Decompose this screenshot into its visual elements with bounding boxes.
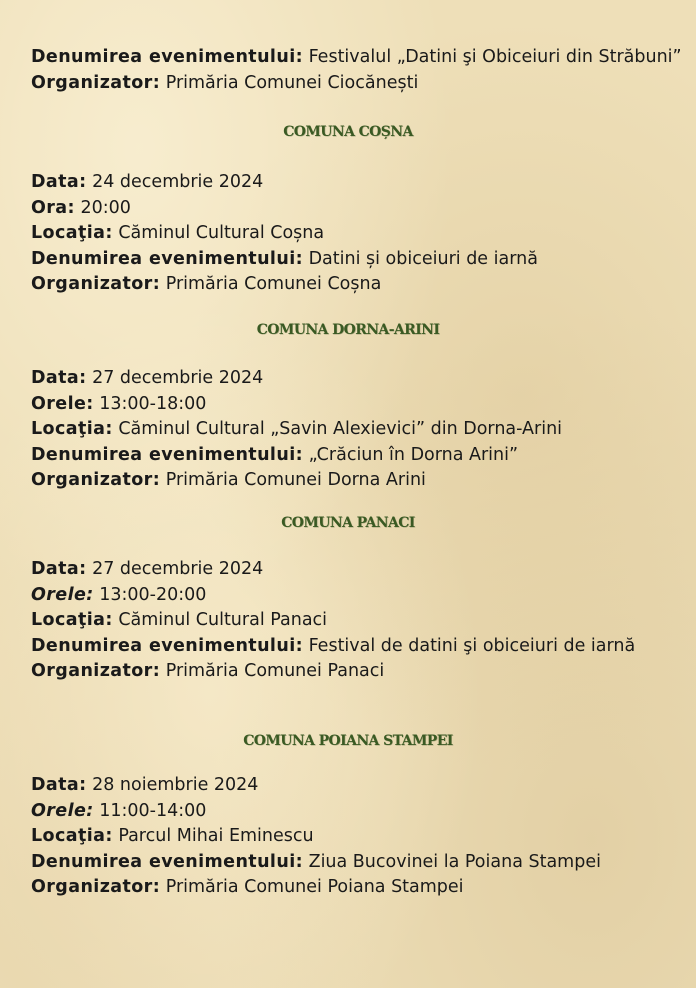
- time-line: [31, 583, 671, 609]
- event-name-label: Denumirea evenimentului:: [31, 635, 303, 656]
- organizer-line: [31, 272, 671, 298]
- location-label: Locaţia:: [31, 419, 113, 439]
- location-value: Căminul Cultural „Savin Alexievici” din Dorna-Arini: [118, 419, 563, 439]
- event-name-value: Ziua Bucovinei la Poiana Stampei: [308, 851, 601, 872]
- organizer-line: [31, 875, 671, 901]
- event-name-value: Festival de datini şi obiceiuri de iarnă: [308, 635, 636, 656]
- event-line: [31, 247, 671, 273]
- organizer-label: Organizator:: [31, 877, 161, 897]
- location-value: Parcul Mihai Eminescu: [118, 826, 314, 846]
- time-value: 11:00-14:00: [99, 800, 207, 821]
- organizer-label: Organizator:: [31, 274, 161, 294]
- date-line: [31, 170, 671, 196]
- event-name-value: „Crăciun în Dorna Arini”: [308, 444, 519, 465]
- organizer-label: Organizator:: [31, 72, 161, 93]
- date-value: 24 decembrie 2024: [92, 172, 264, 192]
- date-value: 28 noiembrie 2024: [92, 775, 259, 795]
- organizer-value: Primăria Comunei Ciocănești: [165, 72, 419, 93]
- intro-block: [31, 45, 682, 96]
- time-label: Orele:: [31, 584, 94, 605]
- section-poiana-stampei: [31, 773, 671, 901]
- organizer-line: [31, 659, 671, 685]
- location-value: Căminul Cultural Panaci: [118, 610, 328, 630]
- organizer-line: [31, 468, 671, 494]
- section-panaci: [31, 557, 671, 685]
- time-label: Orele:: [31, 800, 94, 821]
- section-title-dorna-arini: COMUNA DORNA-ARINI: [256, 322, 440, 338]
- time-label: Orele:: [31, 393, 94, 414]
- event-name-label: Denumirea evenimentului:: [31, 47, 303, 67]
- event-name-value: Datini și obiceiuri de iarnă: [308, 248, 538, 269]
- section-title-cosna: COMUNA COȘNA: [283, 124, 413, 140]
- organizer-value: Primăria Comunei Panaci: [165, 661, 385, 681]
- location-label: Locaţia:: [31, 223, 113, 243]
- event-line: [31, 443, 671, 469]
- intro-event-line: [31, 45, 682, 71]
- date-label: Data:: [31, 368, 87, 388]
- organizer-label: Organizator:: [31, 470, 161, 490]
- location-value: Căminul Cultural Coșna: [118, 223, 325, 243]
- location-line: [31, 221, 671, 247]
- location-line: [31, 608, 671, 634]
- date-label: Data:: [31, 172, 87, 192]
- organizer-value: Primăria Comunei Dorna Arini: [165, 470, 426, 490]
- time-value: 20:00: [80, 197, 131, 218]
- event-name-value: Festivalul „Datini şi Obiceiuri din Străbuni”: [308, 47, 682, 67]
- organizer-value: Primăria Comunei Coșna: [165, 274, 382, 294]
- event-name-label: Denumirea evenimentului:: [31, 444, 303, 465]
- section-title-panaci: COMUNA PANACI: [281, 515, 415, 531]
- event-line: [31, 850, 671, 876]
- time-line: [31, 392, 671, 418]
- time-label: Ora:: [31, 197, 75, 218]
- section-dorna-arini: [31, 366, 671, 494]
- event-name-label: Denumirea evenimentului:: [31, 851, 303, 872]
- organizer-value: Primăria Comunei Poiana Stampei: [165, 877, 464, 897]
- event-name-label: Denumirea evenimentului:: [31, 248, 303, 269]
- event-line: [31, 634, 671, 660]
- organizer-label: Organizator:: [31, 661, 161, 681]
- location-label: Locaţia:: [31, 610, 113, 630]
- location-line: [31, 417, 671, 443]
- section-title-poiana-stampei: COMUNA POIANA STAMPEI: [243, 733, 453, 749]
- time-value: 13:00-20:00: [99, 584, 207, 605]
- time-line: [31, 799, 671, 825]
- date-label: Data:: [31, 559, 87, 579]
- date-line: [31, 557, 671, 583]
- time-value: 13:00-18:00: [99, 393, 207, 414]
- date-label: Data:: [31, 775, 87, 795]
- date-value: 27 decembrie 2024: [92, 368, 264, 388]
- location-line: [31, 824, 671, 850]
- date-line: [31, 773, 671, 799]
- time-line: [31, 196, 671, 222]
- location-label: Locaţia:: [31, 826, 113, 846]
- section-cosna: [31, 170, 671, 298]
- intro-organizer-line: [31, 71, 671, 97]
- date-value: 27 decembrie 2024: [92, 559, 264, 579]
- date-line: [31, 366, 671, 392]
